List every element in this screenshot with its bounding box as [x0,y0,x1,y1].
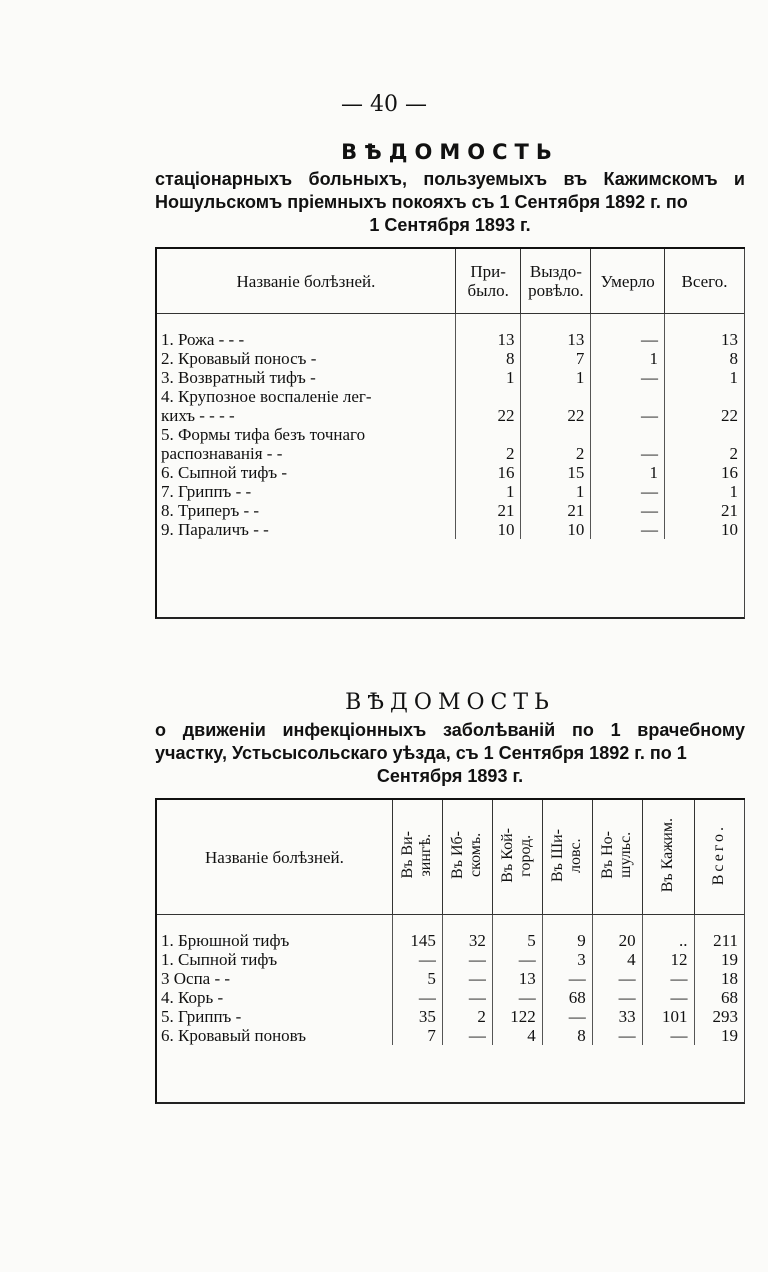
table-row [157,969,744,988]
disease-name: 1. Сыпной тифъ [161,950,278,969]
recovered-value [521,425,591,444]
total-value: 293 [694,1007,744,1026]
disease-name: 1. Рожа - - - [161,330,245,349]
col-header-total: Всего. [665,249,744,314]
cell-value: 3 [542,950,592,969]
arrived-value: 21 [455,501,521,520]
cell-value: — [542,1007,592,1026]
col-header-kazhim [642,800,694,915]
stationary-table-frame [155,249,745,619]
col-header-disease: Названіе болѣзней. [157,249,455,314]
total-value: 2 [665,444,744,463]
cell-value: 33 [592,1007,642,1026]
infectious-diseases-report [155,690,745,1104]
arrived-value: 22 [455,406,521,425]
total-value: 21 [665,501,744,520]
table-row [157,406,744,425]
infectious-diseases-table [157,800,744,1045]
disease-name: 9. Параличъ - - [161,520,269,539]
cell-value: — [392,988,442,1007]
cell-value: 13 [492,969,542,988]
cell-value: 68 [542,988,592,1007]
died-value: — [591,406,665,425]
spacer-row [157,314,744,331]
died-value [591,425,665,444]
shilovs-label: Въ Ши- ловс. [549,828,585,882]
died-value: — [591,520,665,539]
recovered-value: 1 [521,368,591,387]
cell-value: — [492,988,542,1007]
disease-name: 3. Возвратный тифъ - [161,368,316,387]
total-value [665,387,744,406]
table-row [157,931,744,950]
cell-value: 4 [492,1026,542,1045]
disease-name: кихъ - - - - [161,406,235,425]
cell-value: — [442,969,492,988]
died-value [591,387,665,406]
cell-value: 8 [542,1026,592,1045]
table-row [157,368,744,387]
cell-value: 35 [392,1007,442,1026]
table-header-row [157,249,744,314]
arrived-value [455,425,521,444]
col-header-died: Умерло [591,249,665,314]
total-value: 8 [665,349,744,368]
table-row [157,1026,744,1045]
arrived-value: 1 [455,482,521,501]
disease-name: 7. Гриппъ - - [161,482,252,501]
col-header-recovered: Выздо- ровѣло. [521,249,591,314]
table-row [157,501,744,520]
disease-name: 5. Гриппъ - [161,1007,242,1026]
cell-value: — [442,988,492,1007]
cell-value: 5 [492,931,542,950]
cell-value: 5 [392,969,442,988]
died-value: — [591,368,665,387]
table-row [157,482,744,501]
page-number: — 40 — [341,92,427,117]
stationary-patients-table [157,249,744,539]
col-header-ibskom [442,800,492,915]
arrived-value: 13 [455,330,521,349]
died-value: — [591,501,665,520]
koygorod-label: Въ Кой- город. [499,827,535,883]
cell-value: 122 [492,1007,542,1026]
recovered-value: 10 [521,520,591,539]
died-value: 1 [591,349,665,368]
total-value [665,425,744,444]
table-row [157,463,744,482]
cell-value: — [592,988,642,1007]
cell-value: 20 [592,931,642,950]
total-value: 68 [694,988,744,1007]
kazhim-label: Въ Кажим. [659,817,677,893]
died-value: — [591,444,665,463]
cell-value: .. [642,931,694,950]
col-header-noshuls [592,800,642,915]
disease-name: 4. Крупозное воспаленіе лег- [161,387,372,406]
disease-name: 8. Триперъ - - [161,501,260,520]
total-value: 1 [665,368,744,387]
table-header-row [157,800,744,915]
cell-value: 2 [442,1007,492,1026]
total-value: 13 [665,330,744,349]
total-value: 19 [694,1026,744,1045]
disease-name: 6. Кровавый поновъ [161,1026,307,1045]
total-value: 10 [665,520,744,539]
report-title: ВѢДОМОСТЬ [345,690,555,715]
total-value: 22 [665,406,744,425]
recovered-value: 21 [521,501,591,520]
total-value: 1 [665,482,744,501]
total-value: 18 [694,969,744,988]
vizinga-label: Въ Ви- зингѣ. [399,831,435,879]
cell-value: — [592,969,642,988]
col-header-arrived: При- было. [455,249,521,314]
arrived-value: 10 [455,520,521,539]
recovered-value: 15 [521,463,591,482]
report-title: ВѢДОМОСТЬ [341,140,559,164]
cell-value: — [442,950,492,969]
stationary-patients-report [155,140,745,619]
arrived-value: 1 [455,368,521,387]
spacer-row [157,915,744,932]
cell-value: — [642,969,694,988]
col-header-vizinga [392,800,442,915]
cell-value: — [392,950,442,969]
total-value: 16 [665,463,744,482]
arrived-value: 2 [455,444,521,463]
col-header-disease: Названіе болѣзней. [157,800,392,915]
col-header-total [694,800,744,915]
disease-name: 6. Сыпной тифъ - [161,463,288,482]
cell-value: 7 [392,1026,442,1045]
disease-name: распознаванія - - [161,444,283,463]
disease-name: 4. Корь - [161,988,224,1007]
cell-value: 4 [592,950,642,969]
table-row [157,950,744,969]
infectious-table-frame [155,800,745,1104]
disease-name: 5. Формы тифа безъ точнаго [161,425,366,444]
total-label: Всего. [710,824,728,886]
report-subtitle [155,168,745,237]
col-header-koygorod [492,800,542,915]
cell-value: 32 [442,931,492,950]
cell-value: — [442,1026,492,1045]
report-subtitle-main: о движеніи инфекціонныхъ заболѣваній по 1 врачебному участку, Устьсысольскаго уѣзда, съ 1 Сентября 1892 г. по 1 [155,720,745,763]
table-row [157,520,744,539]
disease-name: 1. Брюшной тифъ [161,931,290,950]
cell-value: 9 [542,931,592,950]
col-header-shilovs [542,800,592,915]
table-row [157,444,744,463]
report-subtitle-end: Сентября 1893 г. [376,766,524,786]
table-row [157,1007,744,1026]
recovered-value [521,387,591,406]
died-value: 1 [591,463,665,482]
ibskom-label: Въ Иб- скомъ. [449,831,485,879]
total-value: 19 [694,950,744,969]
arrived-value [455,387,521,406]
noshuls-label: Въ Но- шульс. [599,831,635,879]
cell-value: — [542,969,592,988]
cell-value: — [592,1026,642,1045]
recovered-value: 1 [521,482,591,501]
total-value: 211 [694,931,744,950]
table-row [157,349,744,368]
arrived-value: 8 [455,349,521,368]
report-subtitle-end: 1 Сентября 1893 г. [369,215,531,235]
cell-value: — [492,950,542,969]
recovered-value: 22 [521,406,591,425]
cell-value: — [642,1026,694,1045]
cell-value: 12 [642,950,694,969]
table-row [157,330,744,349]
died-value: — [591,330,665,349]
recovered-value: 13 [521,330,591,349]
cell-value: — [642,988,694,1007]
disease-name: 3 Оспа - - [161,969,231,988]
cell-value: 145 [392,931,442,950]
report-subtitle-main: стаціонарныхъ больныхъ, пользуемыхъ въ Кажимскомъ и Ношульскомъ пріемныхъ покояхъ съ 1 Сентября 1892 г. по [155,169,745,212]
table-row [157,425,744,444]
recovered-value: 7 [521,349,591,368]
recovered-value: 2 [521,444,591,463]
table-row [157,387,744,406]
table-row [157,988,744,1007]
disease-name: 2. Кровавый поносъ - [161,349,317,368]
report-subtitle [155,719,745,788]
died-value: — [591,482,665,501]
arrived-value: 16 [455,463,521,482]
cell-value: 101 [642,1007,694,1026]
